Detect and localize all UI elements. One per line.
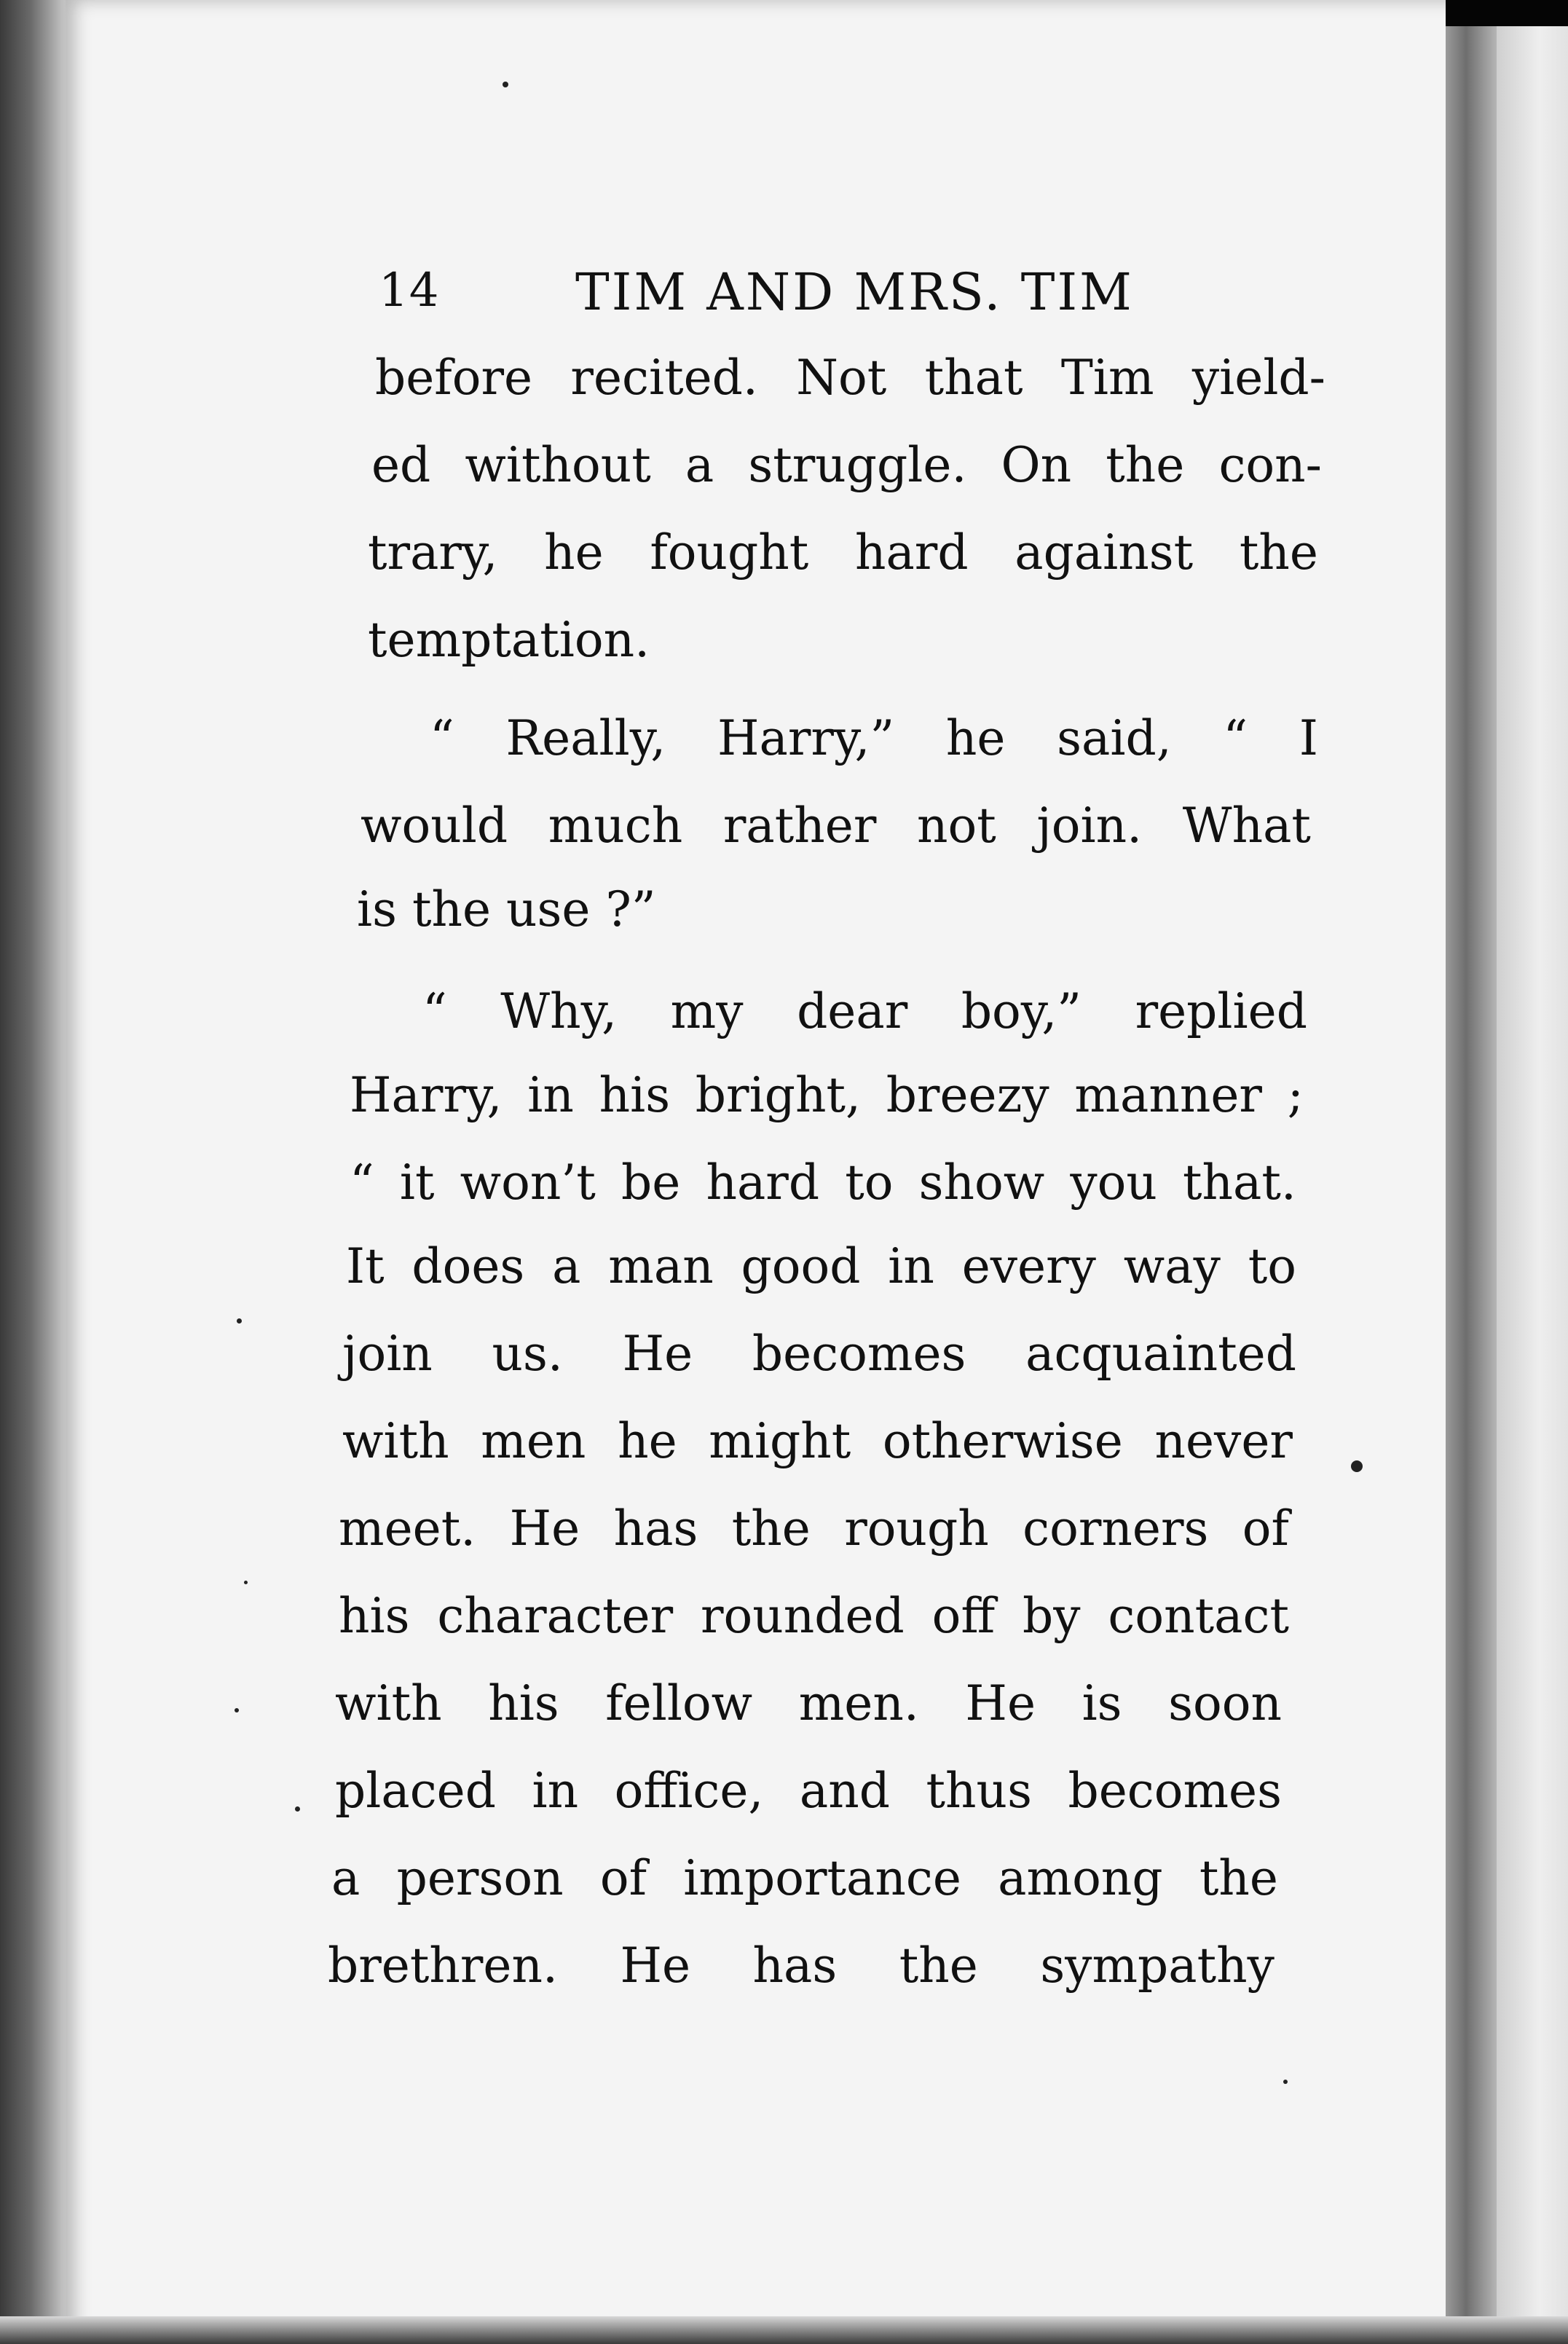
word: bright, <box>695 1067 861 1123</box>
word: he <box>945 710 1006 766</box>
word: rather <box>722 798 877 854</box>
word: join. <box>1036 798 1143 854</box>
word: person <box>396 1850 564 1906</box>
word: men. <box>798 1675 919 1731</box>
word: What <box>1182 798 1311 854</box>
page-number: 14 <box>379 264 440 318</box>
word: it <box>399 1155 435 1211</box>
word: becomes <box>1068 1763 1282 1819</box>
text-line <box>361 798 1311 854</box>
word: Harry, <box>350 1067 503 1123</box>
word: He <box>509 1501 580 1557</box>
word: He <box>620 1938 691 1994</box>
word: meet. <box>339 1501 476 1557</box>
word: my <box>670 983 744 1039</box>
word: On <box>1001 437 1072 493</box>
word: won’t <box>460 1155 596 1211</box>
word: a <box>552 1238 581 1294</box>
word: with <box>342 1413 449 1469</box>
word: yield- <box>1191 350 1325 406</box>
word: by <box>1023 1588 1081 1644</box>
word: trary, <box>368 524 498 581</box>
word: us. <box>492 1326 563 1382</box>
word: “ <box>350 1155 374 1211</box>
word: he <box>618 1413 677 1469</box>
word: corners <box>1023 1501 1209 1557</box>
word: be <box>621 1155 681 1211</box>
word: hard <box>854 524 969 581</box>
word: fought <box>650 524 809 581</box>
word: might <box>709 1413 851 1469</box>
word: brethren. <box>328 1938 558 1994</box>
word: boy,” <box>961 983 1082 1039</box>
text-line <box>346 1238 1296 1294</box>
word: the <box>1106 437 1185 493</box>
word: “ <box>422 983 447 1039</box>
word: much <box>548 798 683 854</box>
word: join <box>342 1326 433 1382</box>
word: he <box>544 524 604 581</box>
word: acquainted <box>1025 1326 1296 1382</box>
dust-speck <box>235 1708 239 1712</box>
word: He <box>622 1326 693 1382</box>
word: Harry,” <box>717 710 895 766</box>
ink-dot <box>1351 1460 1363 1472</box>
text-line <box>339 1501 1289 1557</box>
word: con- <box>1218 437 1322 493</box>
word: placed <box>335 1763 496 1819</box>
word: dear <box>797 983 908 1039</box>
text-line <box>350 1155 1296 1211</box>
word: and <box>799 1763 891 1819</box>
word: sympathy <box>1040 1938 1275 1994</box>
word: fellow <box>605 1675 753 1731</box>
word: without <box>465 437 651 493</box>
word: ed <box>371 437 431 493</box>
word: the <box>899 1938 978 1994</box>
word: before <box>375 350 533 406</box>
word: replied <box>1135 983 1307 1039</box>
word: Not <box>796 350 887 406</box>
word: off <box>931 1588 996 1644</box>
word: would <box>361 798 508 854</box>
word: never <box>1154 1413 1293 1469</box>
word: rounded <box>700 1588 905 1644</box>
text-line <box>335 1763 1282 1819</box>
word: ; <box>1287 1067 1304 1123</box>
word: otherwise <box>882 1413 1123 1469</box>
text-line <box>335 1675 1282 1731</box>
word: his <box>488 1675 559 1731</box>
word: recited. <box>570 350 758 406</box>
word: is <box>1082 1675 1122 1731</box>
word: in <box>888 1238 934 1294</box>
word: Why, <box>500 983 618 1039</box>
word: character <box>437 1588 674 1644</box>
word: the <box>731 1501 811 1557</box>
word: does <box>411 1238 525 1294</box>
word: with <box>335 1675 442 1731</box>
word: not <box>916 798 996 854</box>
word: good <box>741 1238 861 1294</box>
text-line <box>371 437 1322 493</box>
word: “ <box>1223 710 1248 766</box>
word: rough <box>844 1501 989 1557</box>
word: becomes <box>752 1326 966 1382</box>
word: Tim <box>1060 350 1154 406</box>
word: hard <box>706 1155 820 1211</box>
text-line <box>328 1938 1275 1994</box>
running-head: TIM AND MRS. TIM <box>575 262 1134 322</box>
word: soon <box>1168 1675 1282 1731</box>
word: It <box>346 1238 385 1294</box>
word: in <box>532 1763 579 1819</box>
dust-speck <box>295 1806 300 1812</box>
word: has <box>613 1501 698 1557</box>
word: that. <box>1183 1155 1296 1211</box>
text-line <box>368 524 1318 581</box>
word: a <box>685 437 714 493</box>
text-line <box>342 1326 1296 1382</box>
word: men <box>481 1413 586 1469</box>
word: thus <box>926 1763 1032 1819</box>
text-line <box>339 1588 1289 1644</box>
word: the <box>1239 524 1318 581</box>
word: in <box>527 1067 574 1123</box>
word: Really, <box>505 710 666 766</box>
word: contact <box>1108 1588 1289 1644</box>
word: struggle. <box>748 437 967 493</box>
text-line <box>350 1067 1304 1123</box>
word: to <box>845 1155 894 1211</box>
text-line <box>342 1413 1293 1469</box>
word: against <box>1015 524 1194 581</box>
word: show <box>918 1155 1045 1211</box>
word: man <box>608 1238 714 1294</box>
text-line <box>422 983 1307 1039</box>
word: of <box>599 1850 647 1906</box>
word: breezy <box>886 1067 1049 1123</box>
dust-speck <box>503 82 508 87</box>
word: his <box>599 1067 671 1123</box>
word: importance <box>683 1850 961 1906</box>
word: way <box>1123 1238 1221 1294</box>
word: office, <box>614 1763 764 1819</box>
dust-speck <box>237 1318 242 1324</box>
text-line: is the use ?” <box>357 881 656 937</box>
word: that <box>924 350 1023 406</box>
word: every <box>961 1238 1096 1294</box>
word: has <box>752 1938 838 1994</box>
dust-speck <box>1283 2080 1288 2084</box>
word: He <box>965 1675 1036 1731</box>
text-line <box>331 1850 1278 1906</box>
dust-speck <box>244 1581 248 1584</box>
word: manner <box>1074 1067 1262 1123</box>
word: said, <box>1057 710 1172 766</box>
text-line <box>375 350 1325 406</box>
text-line <box>430 710 1318 766</box>
word: you <box>1070 1155 1157 1211</box>
word: a <box>331 1850 361 1906</box>
word: the <box>1199 1850 1278 1906</box>
word: of <box>1242 1501 1289 1557</box>
word: among <box>998 1850 1163 1906</box>
word: his <box>339 1588 410 1644</box>
word: to <box>1248 1238 1296 1294</box>
word: I <box>1299 710 1318 766</box>
text-line: temptation. <box>368 612 650 668</box>
word: “ <box>430 710 454 766</box>
